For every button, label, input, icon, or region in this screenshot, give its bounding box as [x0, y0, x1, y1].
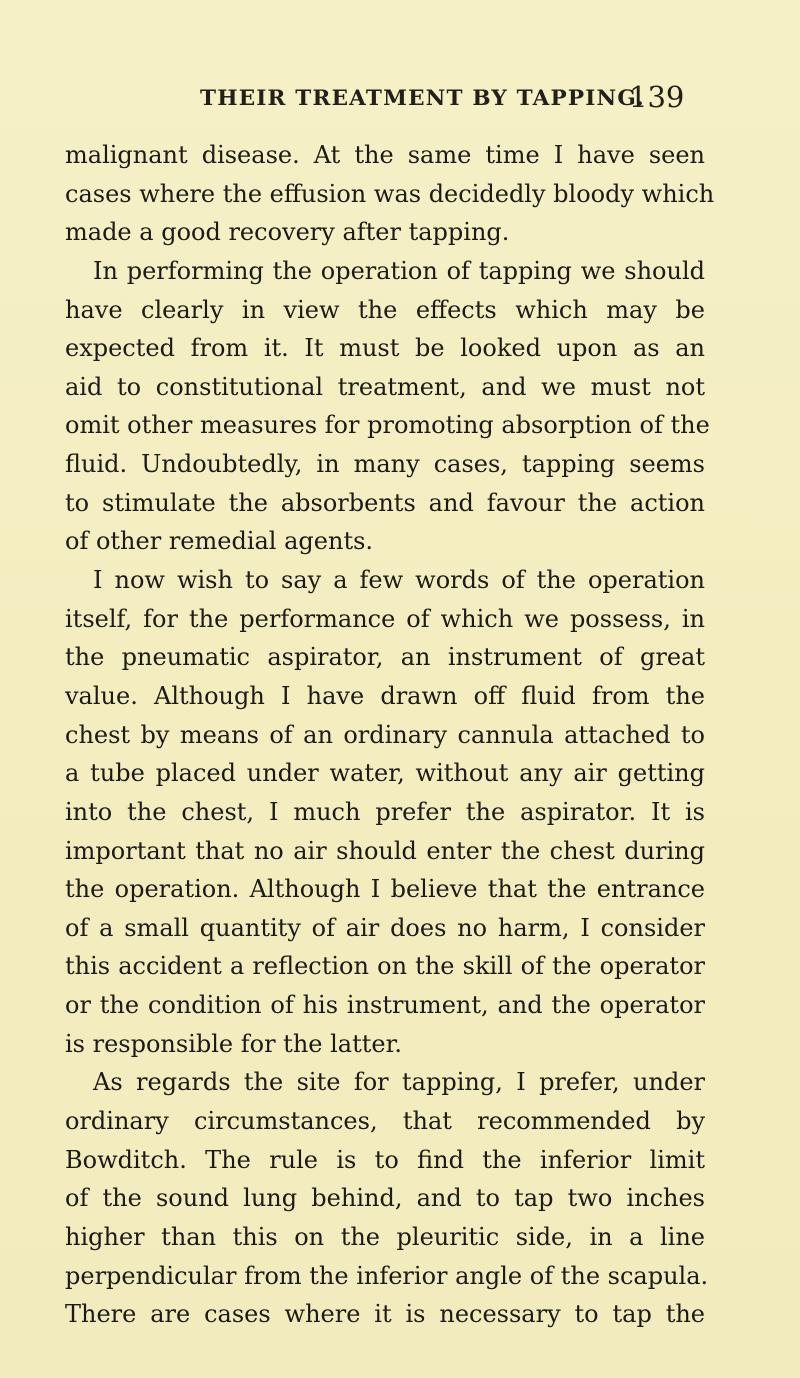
text-line: As regards the site for tapping, I prefer, under: [93, 1068, 705, 1097]
text-line: value. Although I have drawn off fluid from the: [65, 681, 705, 710]
text-line: There are cases where it is necessary to tap the: [65, 1300, 705, 1329]
text-line: In performing the operation of tapping we should: [93, 256, 705, 285]
text-line: omit other measures for promoting absorption of the: [65, 411, 710, 440]
text-line: a tube placed under water, without any air getting: [65, 759, 705, 788]
text-line: is responsible for the latter.: [65, 1029, 403, 1058]
body-text: [65, 136, 715, 1334]
text-line: have clearly in view the effects which may be: [65, 295, 705, 324]
text-line: or the condition of his instrument, and the operator: [65, 991, 705, 1020]
text-line: made a good recovery after tapping.: [65, 218, 510, 247]
text-line: expected from it. It must be looked upon as an: [65, 334, 705, 363]
text-line: fluid. Undoubtedly, in many cases, tapping seems: [65, 450, 705, 479]
text-line: malignant disease. At the same time I have seen: [65, 141, 705, 169]
text-line: ordinary circumstances, that recommended by: [65, 1107, 705, 1136]
text-line: to stimulate the absorbents and favour the action: [65, 488, 705, 517]
text-line: higher than this on the pleuritic side, in a line: [65, 1222, 705, 1251]
text-line: into the chest, I much prefer the aspirator. It is: [65, 797, 705, 826]
text-line: the pneumatic aspirator, an instrument of great: [65, 643, 705, 672]
text-line: itself, for the performance of which we possess, in: [65, 604, 705, 633]
text-line: important that no air should enter the chest during: [65, 836, 705, 865]
text-line: of a small quantity of air does no harm, I consider: [65, 913, 705, 942]
text-line: the operation. Although I believe that the entrance: [65, 875, 705, 904]
text-line: Bowditch. The rule is to find the inferior limit: [65, 1145, 705, 1174]
text-line: I now wish to say a few words of the operation: [93, 566, 705, 595]
text-line: perpendicular from the inferior angle of the scapula.: [65, 1261, 709, 1290]
running-head: THEIR TREATMENT BY TAPPING.: [200, 86, 645, 111]
page-header: [0, 80, 800, 120]
page-number: 139: [629, 80, 685, 114]
text-line: this accident a reflection on the skill of the operator: [65, 952, 705, 981]
text-line: aid to constitutional treatment, and we must not: [65, 372, 705, 401]
text-line: cases where the effusion was decidedly bloody which: [65, 179, 715, 208]
text-line: of other remedial agents.: [65, 527, 374, 556]
text-line: of the sound lung behind, and to tap two inches: [65, 1184, 705, 1213]
text-line: chest by means of an ordinary cannula attached to: [65, 720, 705, 749]
